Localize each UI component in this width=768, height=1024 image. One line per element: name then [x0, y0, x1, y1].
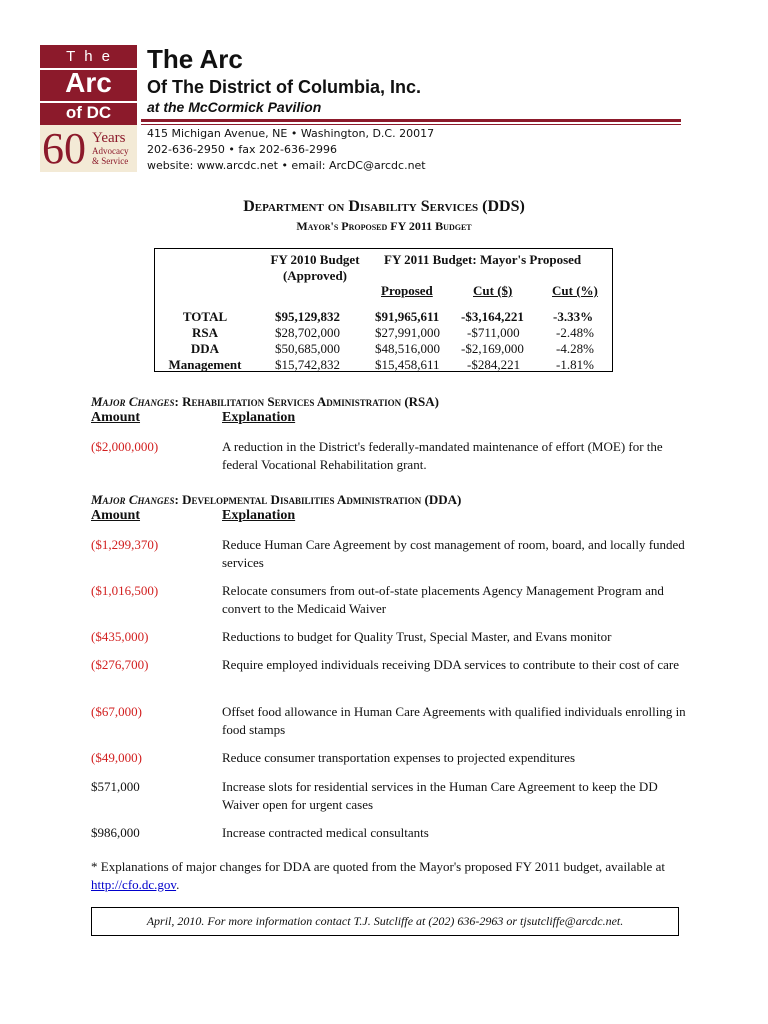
logo-advocacy-line: Advocacy	[92, 146, 129, 156]
col-header-proposed: Proposed	[381, 283, 433, 298]
rsa-amount-header: Amount	[91, 410, 141, 425]
row-label: RSA	[191, 325, 218, 340]
cell-cut-dollar: -$284,221	[467, 357, 521, 372]
logo-60-number: 60	[42, 124, 86, 173]
col-header-cut-dollar: Cut ($)	[473, 283, 513, 298]
rsa-explanation: A reduction in the District's federally-mandated maintenance of effort (MOE) for the federal Vocational Rehabilitation grant.	[222, 439, 663, 472]
dda-explanation: Increase contracted medical consultants	[222, 825, 429, 840]
cell-cut-dollar: -$711,000	[467, 325, 520, 340]
org-pavilion: at the McCormick Pavilion	[147, 99, 322, 115]
dda-heading-text: : Developmental Disabilities Administration (DDA)	[174, 492, 462, 507]
contact-footer: April, 2010. For more information contact T.J. Sutcliffe at (202) 636-2963 or tjsutcliffe@arcdc.net.	[91, 907, 679, 936]
footnote-period: .	[176, 877, 180, 892]
letterhead-rule-thin	[141, 124, 681, 125]
rsa-explanation-header: Explanation	[222, 410, 296, 425]
dda-explanation: Reduce consumer transportation expenses to projected expenditures	[222, 750, 576, 765]
cfo-link[interactable]: http://cfo.dc.gov	[91, 877, 177, 892]
cell-fy2010: $28,702,000	[275, 325, 340, 340]
rsa-section-heading	[91, 394, 439, 410]
dda-amount: $986,000	[91, 825, 140, 840]
cell-fy2010: $15,742,832	[275, 357, 340, 372]
cell-cut-percent: -3.33%	[553, 309, 594, 324]
cell-cut-percent: -2.48%	[556, 325, 594, 340]
dda-heading-prefix: Major Changes	[91, 492, 175, 507]
rsa-heading-prefix: Major Changes	[91, 394, 175, 409]
col-header-fy2010-approved: (Approved)	[282, 268, 348, 283]
dda-explanation: Reduce Human Care Agreement by cost management of room, board, and locally funded services	[222, 537, 685, 570]
arc-logo	[40, 45, 137, 172]
dda-amount-header: Amount	[91, 508, 141, 523]
page-title: Department on Disability Services (DDS)	[243, 198, 525, 215]
dda-amount: $571,000	[91, 779, 140, 794]
footnote	[91, 858, 671, 894]
dda-explanation: Increase slots for residential services in the Human Care Agreement to keep the DD Waiver open for urgent cases	[222, 779, 658, 812]
org-name: The Arc	[147, 44, 243, 74]
page-subtitle: Mayor's Proposed FY 2011 Budget	[296, 219, 472, 233]
dda-amount: ($1,299,370)	[91, 537, 159, 552]
budget-table	[154, 248, 613, 372]
cell-cut-dollar: -$3,164,221	[461, 309, 524, 324]
org-subtitle: Of The District of Columbia, Inc.	[147, 77, 422, 97]
dda-amount: ($1,016,500)	[91, 583, 159, 598]
dda-amount: ($67,000)	[91, 704, 142, 719]
letterhead-rule	[141, 119, 681, 122]
org-web-email: website: www.arcdc.net • email: ArcDC@arcdc.net	[147, 159, 426, 172]
footnote-text: * Explanations of major changes for DDA are quoted from the Mayor's proposed FY 2011 budget, available at	[91, 859, 665, 874]
org-address: 415 Michigan Avenue, NE • Washington, D.C. 20017	[147, 127, 435, 140]
logo-arc-text: Arc	[65, 67, 112, 98]
dda-amount: ($435,000)	[91, 629, 149, 644]
logo-the-text: The	[66, 48, 119, 65]
cell-cut-percent: -1.81%	[556, 357, 594, 372]
logo-service-line: & Service	[92, 156, 129, 166]
cell-fy2010: $50,685,000	[275, 341, 340, 356]
cell-cut-percent: -4.28%	[556, 341, 594, 356]
dda-amount: ($276,700)	[91, 657, 149, 672]
dda-section-heading	[91, 492, 461, 508]
dda-amount: ($49,000)	[91, 750, 142, 765]
cell-fy2010: $95,129,832	[275, 309, 340, 324]
col-header-fy2011: FY 2011 Budget: Mayor's Proposed	[384, 252, 582, 267]
dda-explanation: Reductions to budget for Quality Trust, Special Master, and Evans monitor	[222, 629, 612, 644]
logo-advocacy-text	[92, 146, 128, 166]
cell-proposed: $15,458,611	[375, 357, 440, 372]
row-label: Management	[168, 357, 242, 372]
dda-explanation: Relocate consumers from out-of-state placements Agency Management Program and convert to the Medicaid Waiver	[222, 583, 664, 616]
logo-years-text: Years	[92, 130, 126, 146]
dda-explanation-header: Explanation	[222, 508, 296, 523]
dda-explanation: Require employed individuals receiving DDA services to contribute to their cost of care	[222, 657, 680, 672]
row-label: DDA	[190, 341, 220, 356]
cell-proposed: $91,965,611	[375, 309, 440, 324]
logo-ofdc-text: of DC	[65, 103, 112, 122]
cell-cut-dollar: -$2,169,000	[461, 341, 524, 356]
col-header-cut-percent: Cut (%)	[552, 283, 598, 298]
rsa-amount: ($2,000,000)	[91, 439, 159, 454]
row-label: TOTAL	[182, 309, 228, 324]
cell-proposed: $27,991,000	[375, 325, 440, 340]
cell-proposed: $48,516,000	[375, 341, 440, 356]
rsa-heading-text: : Rehabilitation Services Administration (RSA)	[174, 394, 440, 409]
dda-explanation: Offset food allowance in Human Care Agreements with qualified individuals enrolling in food stamps	[222, 704, 686, 737]
col-header-fy2010: FY 2010 Budget	[270, 252, 360, 267]
org-phone: 202-636-2950 • fax 202-636-2996	[147, 143, 337, 156]
